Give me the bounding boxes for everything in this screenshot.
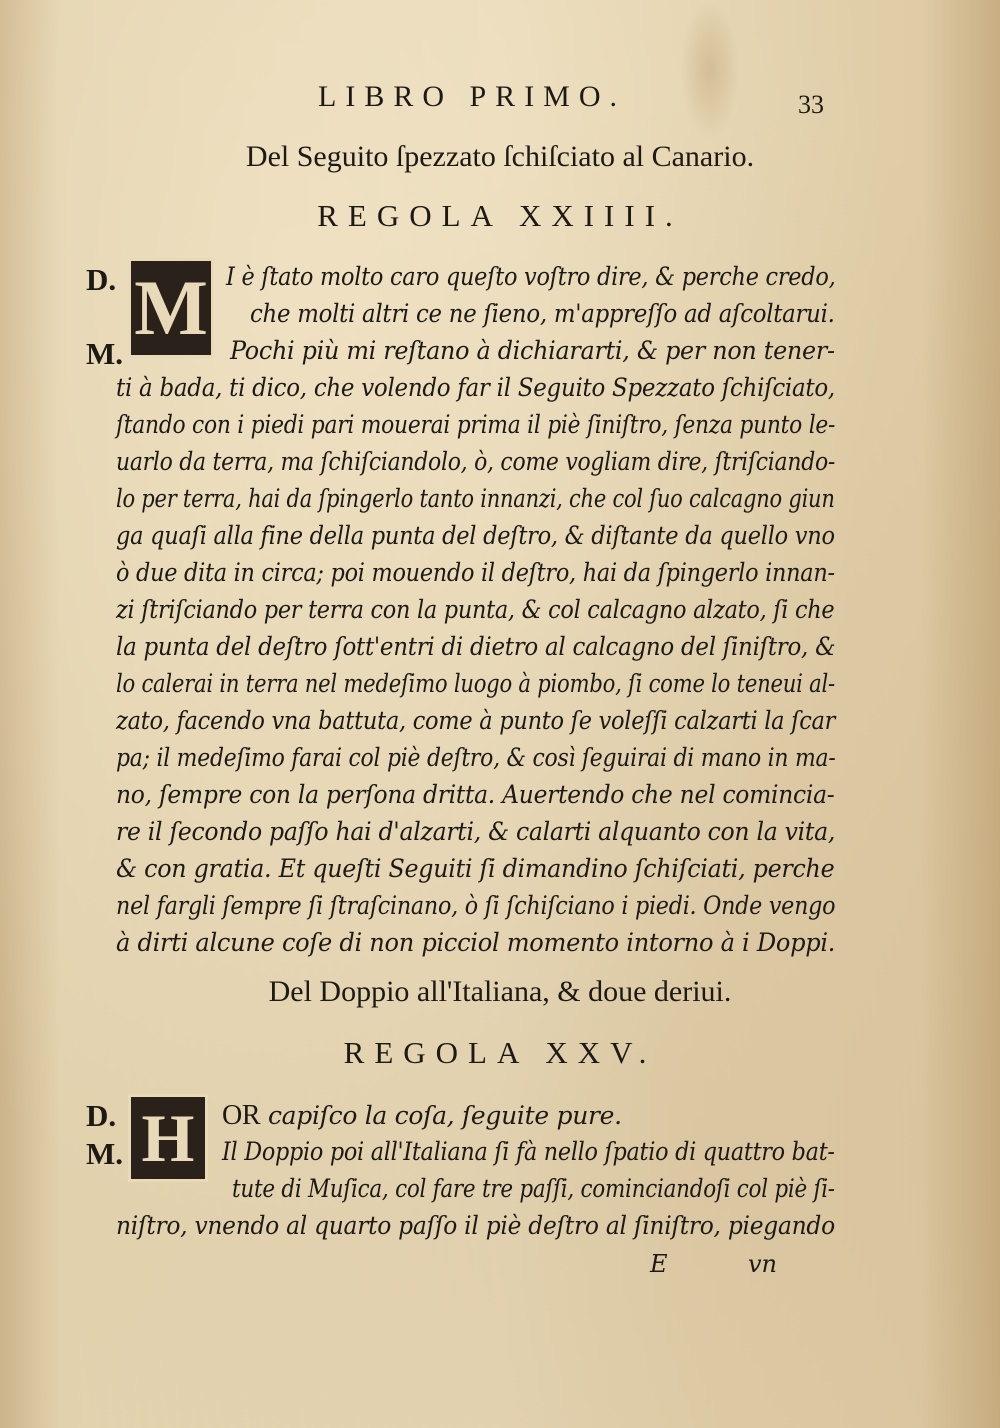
text-line: ti à bada, ti dico, che volendo far il Seguito Spezzato ſchiſciato,: [116, 373, 835, 402]
text-line: lo per terra, hai da ſpingerlo tanto innanzi, che col ſuo calcagno giun: [116, 484, 835, 513]
page-number: 33: [798, 90, 824, 119]
speaker-d: D.: [86, 262, 117, 297]
text-line: pa; il medeſimo farai col piè deſtro, & così ſeguirai di mano in ma-: [116, 743, 836, 772]
text-line: no, ſempre con la perſona dritta. Auertendo che nel comincia-: [116, 780, 835, 809]
text-line: uarlo da terra, ma ſchiſciandolo, ò, come vogliam dire, ſtriſciando-: [116, 447, 836, 476]
rule-number: REGOLA XXIIII.: [317, 198, 683, 233]
section-title: Del Seguito ſpezzato ſchiſciato al Canario.: [245, 140, 755, 173]
text-line: ò due dita in circa; poi mouendo il deſtro, hai da ſpingerlo innan-: [116, 558, 835, 587]
text-line: zato, facendo vna battuta, come à punto ſe voleſſi calzarti la ſcar: [116, 706, 836, 735]
rule-number: REGOLA XXV.: [343, 1035, 657, 1070]
text-line: [222, 1100, 622, 1132]
first-word: OR: [222, 1100, 261, 1131]
decorated-initial: H: [128, 1094, 208, 1182]
signature-mark: E: [650, 1250, 668, 1278]
text-line: ga quaſi alla fine della punta del deſtro, & diſtante da quello vno: [116, 521, 835, 550]
text-line: che molti altri ce ne ſieno, m'appreſſo ad aſcoltarui.: [250, 299, 835, 328]
catchword: vn: [748, 1250, 778, 1278]
text-line: lo calerai in terra nel medeſimo luogo à piombo, ſi come lo teneui al-: [116, 669, 835, 698]
speaker-m: M.: [86, 336, 124, 371]
text-line: re il ſecondo paſſo hai d'alzarti, & calarti alquanto con la vita,: [116, 817, 836, 846]
speaker-d: D.: [86, 1098, 117, 1133]
running-title: LIBRO PRIMO.: [318, 80, 627, 113]
text-line: Il Doppio poi all'Italiana ſi fà nello ſpatio di quattro bat-: [222, 1137, 835, 1166]
text-line: & con gratia. Et queſti Seguiti ſi dimandino ſchiſciati, perche: [116, 854, 835, 883]
text-line: à dirti alcune coſe di non picciol momento intorno à i Doppi.: [116, 928, 836, 957]
text-line: tute di Muſica, col fare tre paſſi, cominciandoſi col piè ſi-: [232, 1174, 835, 1203]
text-fragment: capiſco la coſa, ſeguite pure.: [267, 1101, 622, 1130]
text-line: ſtando con i piedi pari mouerai prima il piè ſiniſtro, ſenza punto le-: [116, 410, 836, 439]
text-line: I è ſtato molto caro queſto voſtro dire, & perche credo,: [226, 262, 836, 291]
decorated-initial: M: [128, 258, 214, 358]
speaker-m: M.: [86, 1136, 124, 1171]
section-title: Del Doppio all'Italiana, & doue deriui.: [268, 975, 732, 1008]
text-line: zi ſtriſciando per terra con la punta, & col calcagno alzato, ſi che: [116, 595, 835, 624]
text-line: Pochi più mi reſtano à dichiararti, & per non tener-: [230, 336, 835, 365]
page-stain: [680, 0, 740, 140]
text-line: nel fargli ſempre ſi ſtraſcinano, ò ſi ſchiſciano i piedi. Onde vengo: [116, 891, 836, 920]
text-line: niſtro, vnendo al quarto paſſo il piè deſtro al ſiniſtro, piegando: [116, 1211, 835, 1240]
text-line: la punta del deſtro ſott'entri di dietro al calcagno del ſiniſtro, &: [116, 632, 836, 661]
